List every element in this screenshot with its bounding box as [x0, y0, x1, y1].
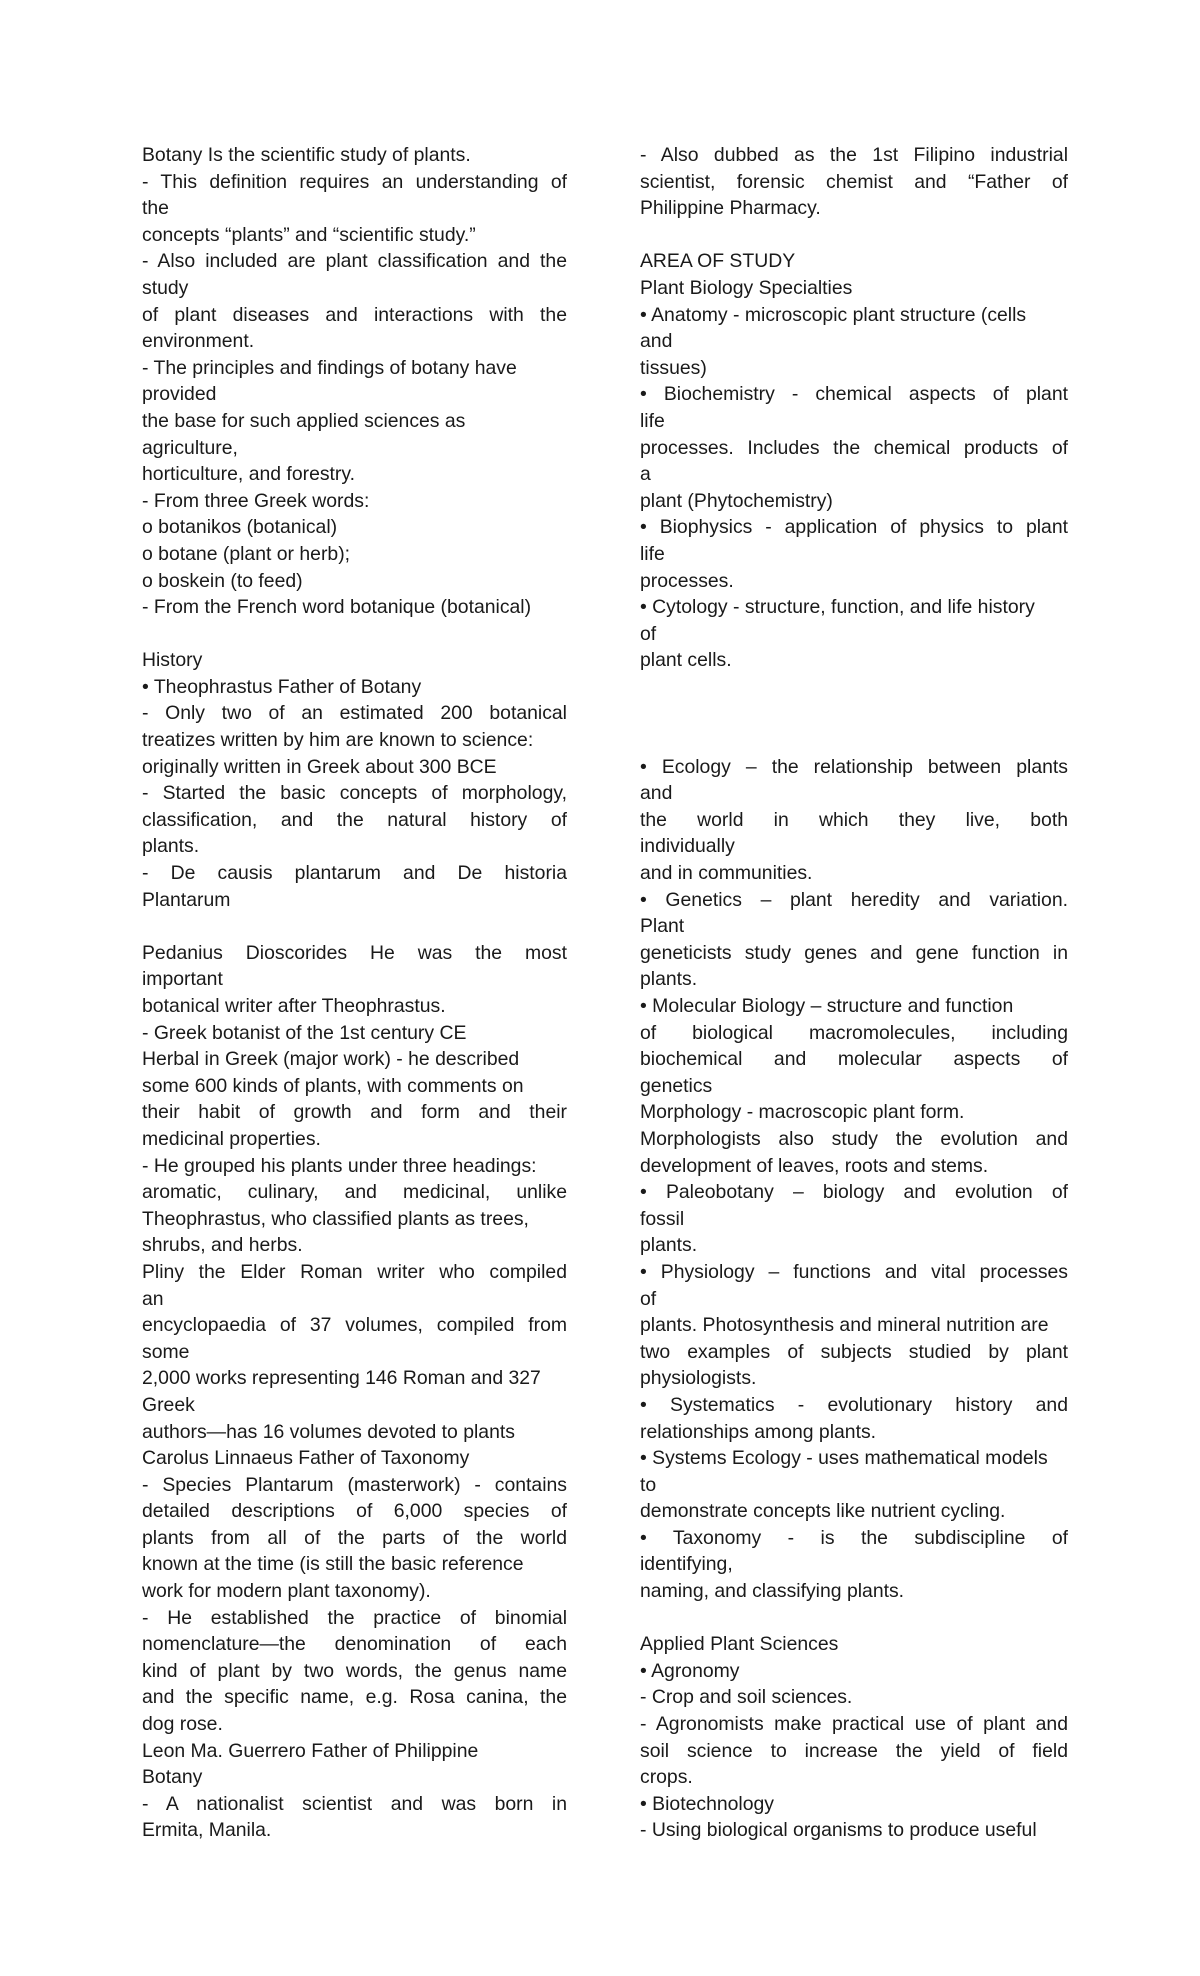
text-line: physiologists. [640, 1367, 757, 1390]
text-line: a [640, 463, 651, 486]
text-line: of [640, 622, 657, 645]
text-line: identifying, [640, 1553, 733, 1576]
text-line: History [142, 649, 203, 672]
text-line: Applied Plant Sciences [640, 1633, 839, 1656]
text-line: crops. [640, 1766, 693, 1789]
text-line: - Crop and soil sciences. [640, 1686, 853, 1709]
text-line: Morphology - macroscopic plant form. [640, 1101, 965, 1124]
right-column-top-block [640, 142, 1068, 674]
text-line: - He established the practice of binomial [142, 1606, 567, 1629]
text-line: Plant Biology Specialties [640, 276, 853, 299]
text-line: Theophrastus, who classified plants as trees, [142, 1207, 529, 1230]
text-line: - Started the basic concepts of morphology, [142, 782, 567, 805]
text-line: treatizes written by him are known to science: [142, 729, 534, 752]
text-line: • Systems Ecology - uses mathematical models [640, 1447, 1048, 1470]
text-line: Plantarum [142, 888, 231, 911]
text-line: some [142, 1340, 190, 1363]
text-line: biochemical and molecular aspects of [640, 1048, 1068, 1071]
text-line: • Systematics - evolutionary history and [640, 1393, 1068, 1416]
text-line: - The principles and findings of botany have [142, 356, 517, 379]
text-line: two examples of subjects studied by plant [640, 1340, 1068, 1363]
text-line: • Molecular Biology – structure and function [640, 995, 1014, 1018]
text-line: Leon Ma. Guerrero Father of Philippine [142, 1739, 479, 1762]
text-line: botanical writer after Theophrastus. [142, 995, 446, 1017]
text-line: classification, and the natural history of [142, 808, 567, 831]
text-line: environment. [142, 330, 255, 353]
text-line: plants from all of the parts of the world [142, 1526, 567, 1549]
text-line: - Using biological organisms to produce useful [640, 1819, 1037, 1842]
text-line: relationships among plants. [640, 1420, 877, 1443]
text-line: o boskein (to feed) [142, 569, 303, 592]
text-line: the [142, 197, 169, 220]
text-line: Ermita, Manila. [142, 1819, 272, 1842]
text-line: Greek [142, 1393, 195, 1416]
blank-line [142, 621, 567, 648]
text-line: demonstrate concepts like nutrient cycling. [640, 1500, 1006, 1523]
text-line: o botane (plant or herb); [142, 542, 351, 565]
text-line: Botany [142, 1766, 203, 1789]
blank-line [640, 1605, 1068, 1632]
text-line: Herbal in Greek (major work) - he described [142, 1048, 520, 1071]
text-line: their habit of growth and form and their [142, 1101, 567, 1124]
text-line: important [142, 968, 223, 991]
text-line: the world in which they live, both [640, 808, 1068, 831]
text-line: Plant [640, 915, 685, 938]
text-line: • Cytology - structure, function, and life history [640, 596, 1035, 619]
text-line: plants. [640, 1234, 698, 1257]
text-line: - Only two of an estimated 200 botanical [142, 702, 567, 725]
text-line: dog rose. [142, 1713, 223, 1736]
text-line: AREA OF STUDY [640, 250, 796, 273]
text-line: Philippine Pharmacy. [640, 197, 821, 220]
text-line: genetics [640, 1074, 713, 1097]
text-line: • Biophysics - application of physics to plant [640, 516, 1068, 539]
text-line: 2,000 works representing 146 Roman and 327 [142, 1367, 541, 1390]
text-line: Pedanius Dioscorides He was the most [142, 941, 567, 964]
blank-line [142, 913, 567, 940]
text-line: the base for such applied sciences as [142, 409, 466, 432]
text-line: authors—has 16 volumes devoted to plants [142, 1420, 515, 1443]
text-line: • Biotechnology [640, 1792, 774, 1815]
text-line: work for modern plant taxonomy). [142, 1580, 431, 1603]
text-line: - A nationalist scientist and was born in [142, 1792, 567, 1815]
text-line: plants. [640, 968, 698, 991]
text-line: plant (Phytochemistry) [640, 489, 833, 512]
text-line: and [640, 782, 673, 805]
text-line: to [640, 1473, 657, 1496]
text-line: • Agronomy [640, 1659, 740, 1682]
text-line: - Agronomists make practical use of plant and [640, 1713, 1068, 1736]
text-line: • Physiology – functions and vital processes [640, 1260, 1068, 1283]
text-line: tissues) [640, 356, 707, 379]
text-line: medicinal properties. [142, 1127, 321, 1150]
text-line: - Also included are plant classification and the [142, 250, 567, 273]
text-line: encyclopaedia of 37 volumes, compiled from [142, 1314, 567, 1337]
text-line: an [142, 1287, 164, 1310]
text-line: - He grouped his plants under three headings: [142, 1154, 537, 1177]
text-line: plants. Photosynthesis and mineral nutrition are [640, 1314, 1049, 1337]
text-line: - Greek botanist of the 1st century CE [142, 1021, 467, 1044]
text-line: nomenclature—the denomination of each [142, 1633, 567, 1656]
column-spacer [640, 674, 1068, 754]
text-line: - From the French word botanique (botanical) [142, 596, 532, 619]
text-line: of plant diseases and interactions with the [142, 303, 567, 326]
text-line: • Biochemistry - chemical aspects of plant [640, 383, 1068, 406]
text-line: shrubs, and herbs. [142, 1234, 303, 1257]
text-line: Morphologists also study the evolution and [640, 1127, 1068, 1150]
text-line: individually [640, 835, 735, 858]
text-line: geneticists study genes and gene function in [640, 941, 1068, 964]
text-line: life [640, 542, 665, 565]
text-line: • Taxonomy - is the subdiscipline of [640, 1526, 1068, 1549]
text-line: • Paleobotany – biology and evolution of [640, 1181, 1068, 1204]
text-line: naming, and classifying plants. [640, 1580, 905, 1603]
text-line: - Also dubbed as the 1st Filipino industrial [640, 144, 1068, 166]
text-line: Carolus Linnaeus Father of Taxonomy [142, 1447, 470, 1470]
text-line: • Genetics – plant heredity and variation. [640, 888, 1068, 911]
text-line: Botany Is the scientific study of plants. [142, 144, 471, 166]
right-text-column [640, 142, 1068, 1844]
text-line: provided [142, 383, 217, 406]
text-line: • Anatomy - microscopic plant structure (cells [640, 303, 1027, 326]
text-line: • Ecology – the relationship between plants [640, 755, 1068, 778]
text-line: life [640, 409, 665, 432]
text-line: scientist, forensic chemist and “Father of [640, 170, 1068, 193]
text-line: Pliny the Elder Roman writer who compiled [142, 1260, 567, 1283]
blank-line [640, 222, 1068, 249]
text-line: originally written in Greek about 300 BCE [142, 755, 497, 778]
text-line: some 600 kinds of plants, with comments on [142, 1074, 524, 1097]
text-line: - De causis plantarum and De historia [142, 862, 567, 885]
text-line: and [640, 330, 673, 353]
text-line: and in communities. [640, 862, 813, 885]
text-line: aromatic, culinary, and medicinal, unlike [142, 1181, 567, 1204]
text-line: • Theophrastus Father of Botany [142, 675, 422, 698]
text-line: known at the time (is still the basic reference [142, 1553, 524, 1576]
text-line: plants. [142, 835, 200, 858]
text-line: plant cells. [640, 649, 732, 672]
text-line: of biological macromolecules, including [640, 1021, 1068, 1044]
text-line: development of leaves, roots and stems. [640, 1154, 989, 1177]
text-line: fossil [640, 1207, 685, 1230]
text-line: processes. Includes the chemical products of [640, 436, 1068, 459]
text-line: - This definition requires an understanding of [142, 170, 567, 193]
text-line: soil science to increase the yield of field [640, 1739, 1068, 1762]
text-line: study [142, 276, 189, 299]
text-line: - From three Greek words: [142, 489, 370, 512]
text-line: o botanikos (botanical) [142, 516, 338, 539]
text-line: of [640, 1287, 657, 1310]
text-line: kind of plant by two words, the genus name [142, 1659, 567, 1682]
text-line: processes. [640, 569, 734, 592]
text-line: concepts “plants” and “scientific study.” [142, 223, 476, 246]
text-line: and the specific name, e.g. Rosa canina, the [142, 1686, 567, 1709]
text-line: horticulture, and forestry. [142, 463, 356, 486]
text-line: agriculture, [142, 436, 238, 459]
text-line: - Species Plantarum (masterwork) - contains [142, 1473, 567, 1496]
right-column-bottom-block [640, 754, 1068, 1844]
left-text-column [142, 142, 567, 1844]
text-line: detailed descriptions of 6,000 species of [142, 1500, 567, 1523]
